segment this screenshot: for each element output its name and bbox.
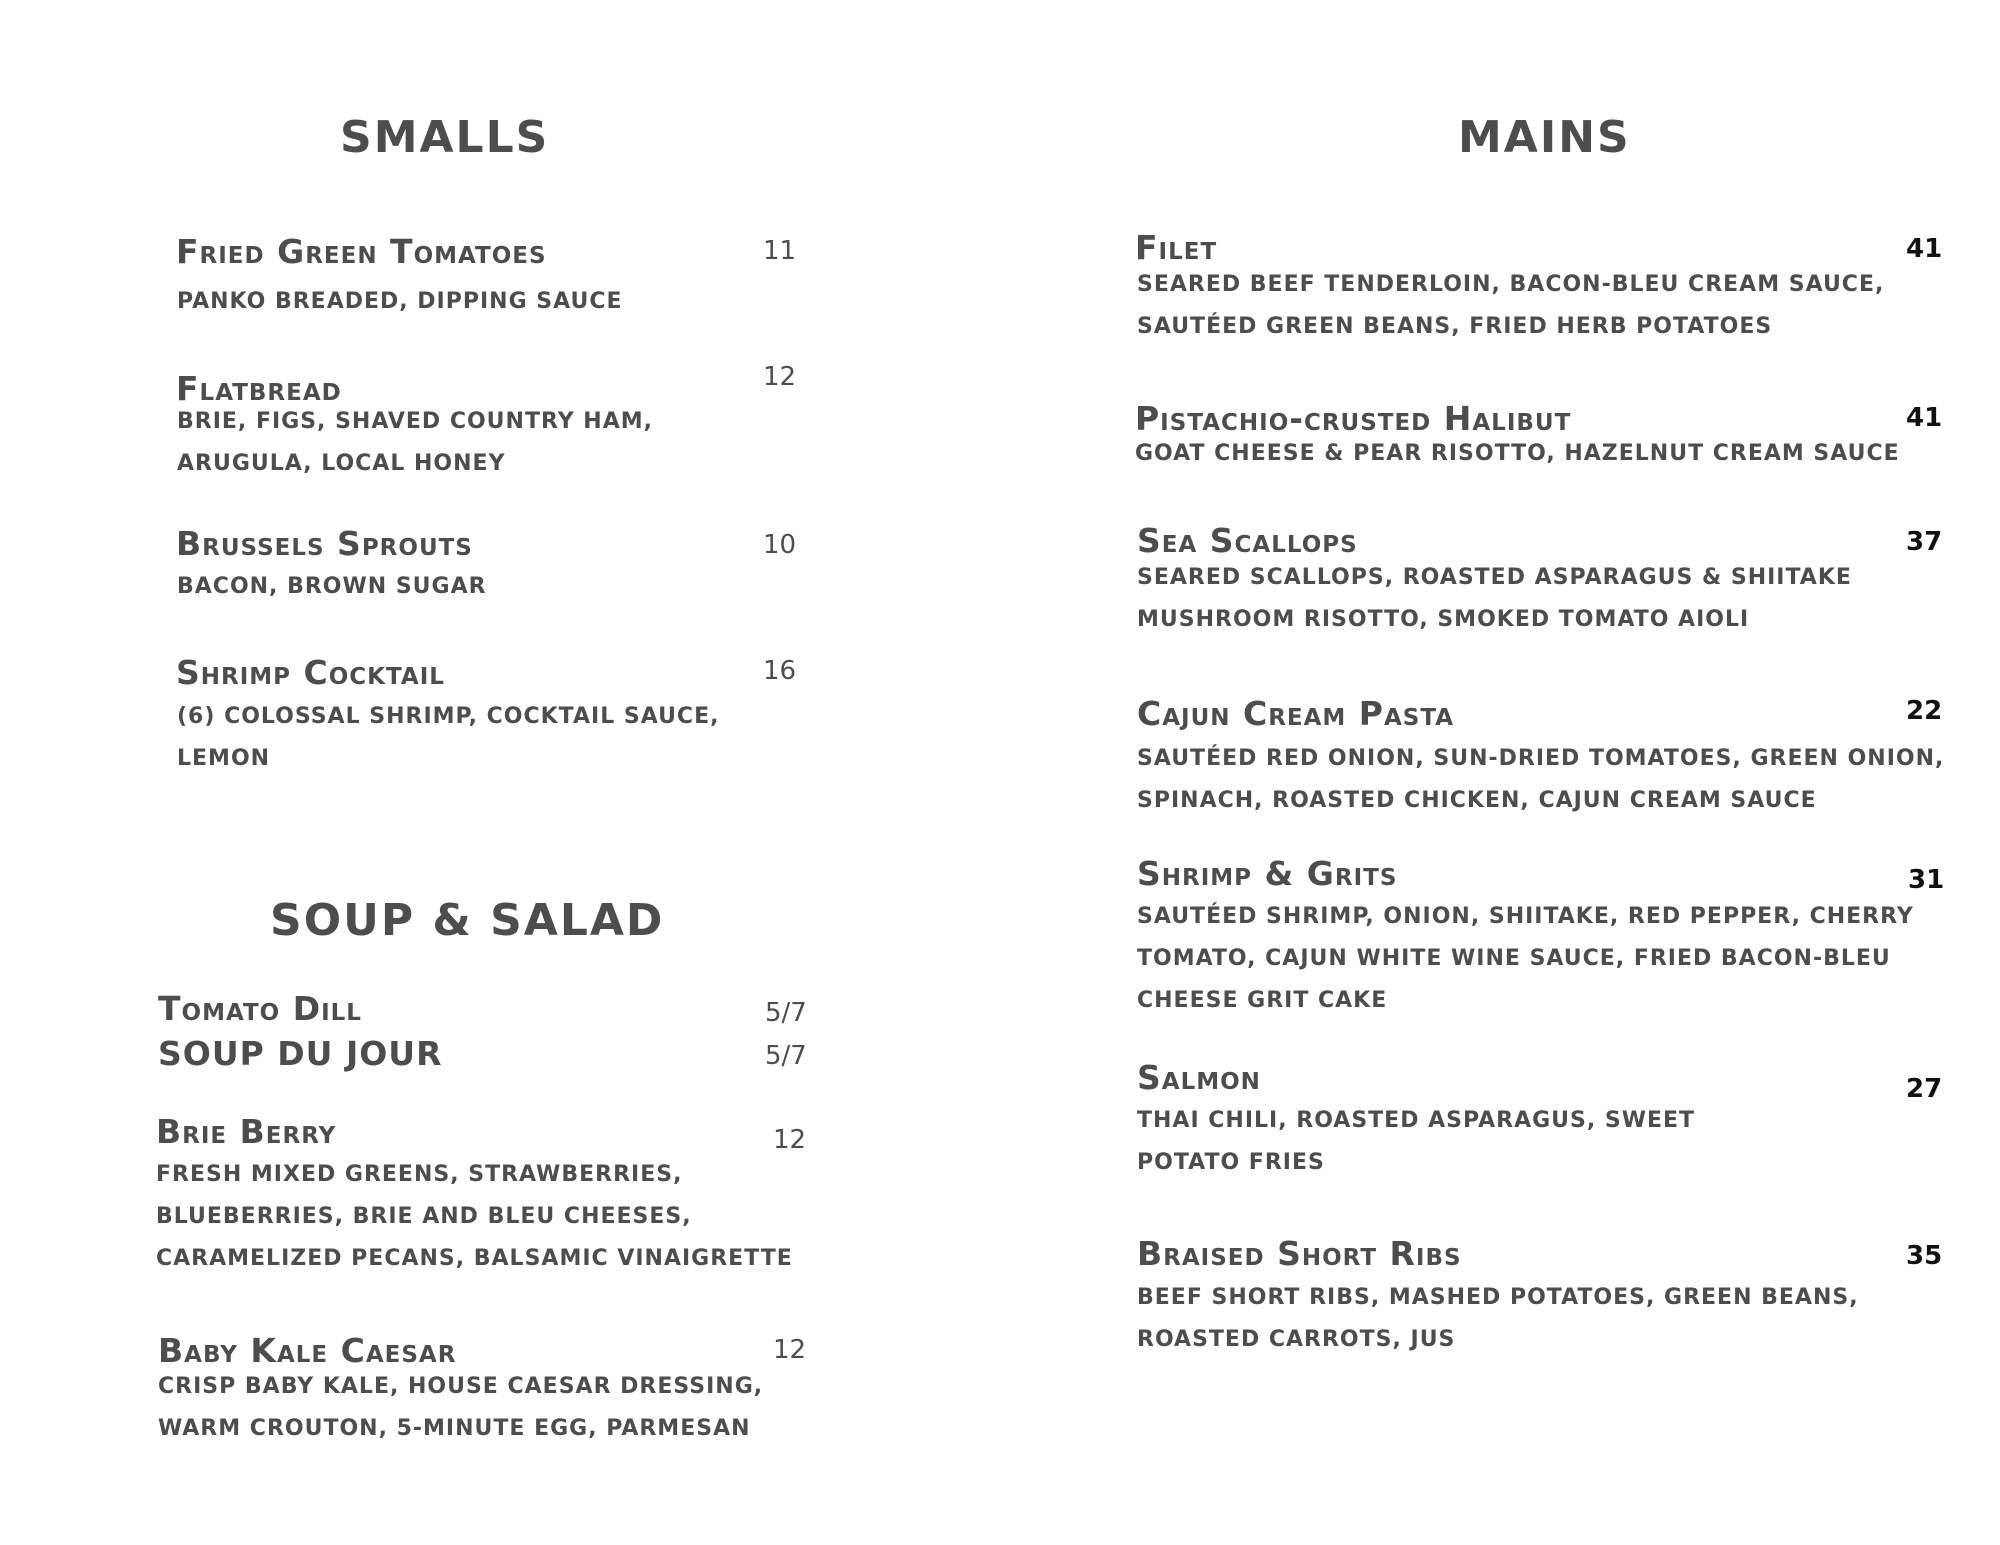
item-name: Shrimp Cocktail xyxy=(176,653,445,692)
item-desc: POTATO FRIES xyxy=(1137,1150,1325,1175)
item-name: SOUP DU JOUR xyxy=(158,1034,443,1073)
item-price: 5/7 xyxy=(765,1041,807,1071)
soup-salad-title: SOUP & SALAD xyxy=(270,895,665,946)
item-name: Filet xyxy=(1135,228,1218,267)
item-price: 11 xyxy=(763,236,797,266)
item-price: 41 xyxy=(1906,403,1943,433)
item-name: Pistachio-crusted Halibut xyxy=(1135,399,1572,438)
item-name: Shrimp & Grits xyxy=(1137,854,1398,893)
item-desc: SAUTÉED SHRIMP, ONION, SHIITAKE, RED PEPPER, CHERRY xyxy=(1137,904,1914,929)
item-desc: SAUTÉED RED ONION, SUN-DRIED TOMATOES, GREEN ONION, xyxy=(1137,746,1945,771)
item-desc: LEMON xyxy=(177,746,271,771)
item-name: Brussels Sprouts xyxy=(176,524,473,563)
item-name: Braised Short Ribs xyxy=(1137,1234,1462,1273)
item-desc: MUSHROOM RISOTTO, SMOKED TOMATO AIOLI xyxy=(1137,607,1750,632)
item-name: Fried Green Tomatoes xyxy=(176,232,547,271)
item-desc: ARUGULA, LOCAL HONEY xyxy=(177,451,506,476)
item-desc: THAI CHILI, ROASTED ASPARAGUS, SWEET xyxy=(1137,1108,1696,1133)
item-price: 10 xyxy=(763,530,797,560)
item-price: 12 xyxy=(773,1125,807,1155)
item-name: Flatbread xyxy=(176,369,342,408)
item-desc: PANKO BREADED, DIPPING SAUCE xyxy=(177,289,623,314)
item-price: 41 xyxy=(1906,234,1943,264)
item-desc: SPINACH, ROASTED CHICKEN, CAJUN CREAM SAUCE xyxy=(1137,788,1817,813)
item-desc: SAUTÉED GREEN BEANS, FRIED HERB POTATOES xyxy=(1137,314,1773,339)
item-desc: ROASTED CARROTS, JUS xyxy=(1137,1327,1456,1352)
item-desc: CHEESE GRIT CAKE xyxy=(1137,988,1388,1013)
item-desc: BACON, BROWN SUGAR xyxy=(177,574,487,599)
item-price: 12 xyxy=(773,1335,807,1365)
item-name: Tomato Dill xyxy=(158,989,362,1028)
item-price: 27 xyxy=(1906,1074,1943,1104)
item-price: 31 xyxy=(1908,865,1945,895)
item-desc: GOAT CHEESE & PEAR RISOTTO, HAZELNUT CREAM SAUCE xyxy=(1135,441,1900,466)
item-price: 22 xyxy=(1906,696,1943,726)
item-desc: CARAMELIZED PECANS, BALSAMIC VINAIGRETTE xyxy=(156,1246,793,1271)
item-desc: BLUEBERRIES, BRIE AND BLEU CHEESES, xyxy=(156,1204,692,1229)
item-price: 37 xyxy=(1906,527,1943,557)
item-desc: TOMATO, CAJUN WHITE WINE SAUCE, FRIED BACON-BLEU xyxy=(1137,946,1891,971)
item-desc: BEEF SHORT RIBS, MASHED POTATOES, GREEN BEANS, xyxy=(1137,1285,1859,1310)
item-desc: SEARED SCALLOPS, ROASTED ASPARAGUS & SHIITAKE xyxy=(1137,565,1852,590)
item-desc: CRISP BABY KALE, HOUSE CAESAR DRESSING, xyxy=(158,1374,764,1399)
item-name: Salmon xyxy=(1137,1058,1261,1097)
item-price: 35 xyxy=(1906,1241,1943,1271)
item-name: Sea Scallops xyxy=(1137,521,1358,560)
item-desc: SEARED BEEF TENDERLOIN, BACON-BLEU CREAM SAUCE, xyxy=(1137,272,1885,297)
item-desc: WARM CROUTON, 5-MINUTE EGG, PARMESAN xyxy=(158,1416,751,1441)
item-desc: BRIE, FIGS, SHAVED COUNTRY HAM, xyxy=(177,409,653,434)
item-price: 16 xyxy=(763,656,797,686)
item-name: Cajun Cream Pasta xyxy=(1137,694,1455,733)
mains-title: MAINS xyxy=(1458,112,1631,163)
item-desc: FRESH MIXED GREENS, STRAWBERRIES, xyxy=(156,1162,683,1187)
item-name: Brie Berry xyxy=(156,1112,337,1151)
smalls-title: SMALLS xyxy=(340,112,550,163)
item-name: Baby Kale Caesar xyxy=(158,1331,457,1370)
item-price: 5/7 xyxy=(765,998,807,1028)
item-desc: (6) COLOSSAL SHRIMP, COCKTAIL SAUCE, xyxy=(177,704,720,729)
item-price: 12 xyxy=(763,362,797,392)
